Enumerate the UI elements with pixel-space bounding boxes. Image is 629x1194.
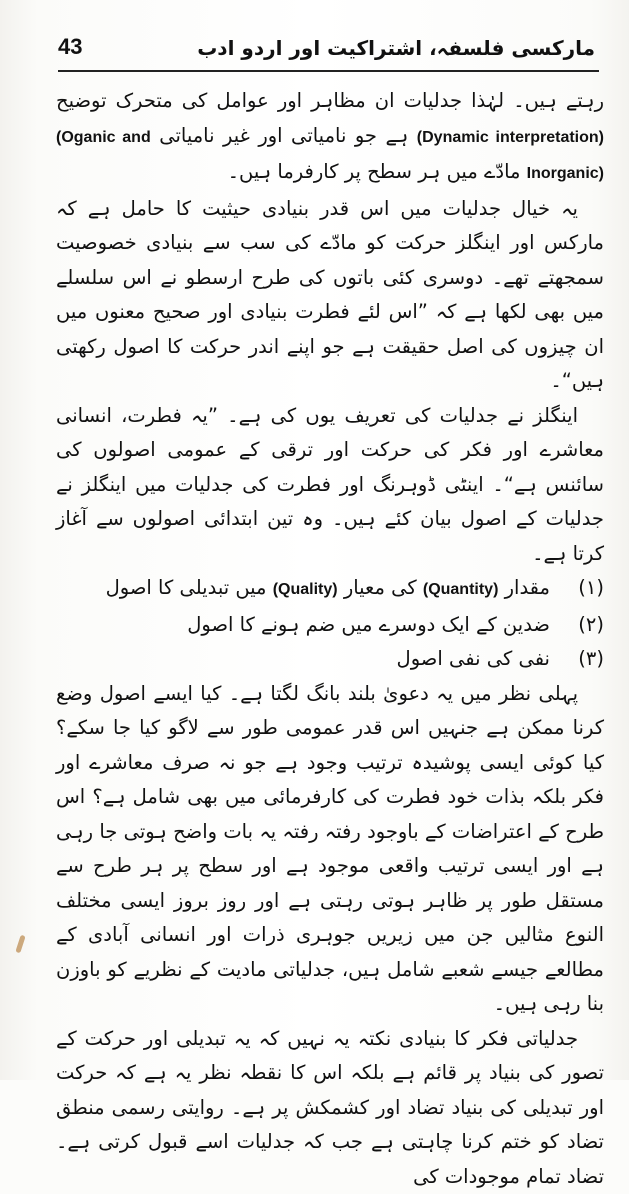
list-text-part-c: میں تبدیلی کا اصول: [106, 576, 267, 599]
term-quality: (Quality): [273, 581, 338, 598]
term-quantity: (Quantity): [423, 581, 499, 598]
paragraph-2: یہ خیال جدلیات میں اس قدر بنیادی حیثیت کا حامل ہے کہ مارکس اور اینگلز حرکت کو مادّے کی سب سے بنیادی خصوصیت سمجھتے تھے۔ دوسری کئی باتوں کی طرح ارسطو نے اس سلسلے میں بھی لکھا ہے کہ ”اس لئے فطرت بنیادی اور صحیح معنوں میں ان چیزوں کی اصل حقیقت ہے جو اپنے اندر حرکت کا اصول رکھتی ہیں“۔: [56, 192, 604, 399]
paragraph-1-part-b: ہے جو نامیاتی اور غیر نامیاتی: [159, 124, 408, 147]
paragraph-1-part-a: رہتے ہیں۔ لہٰذا جدلیات ان مظاہر اور عوامل کی متحرک توضیح: [56, 89, 604, 112]
paragraph-1: [56, 84, 604, 192]
list-text: ضدین کے ایک دوسرے میں ضم ہونے کا اصول: [187, 613, 550, 636]
list-item: [56, 571, 604, 608]
list-text-part-b: کی معیار: [344, 576, 417, 599]
paragraph-4: پہلی نظر میں یہ دعویٰ بلند بانگ لگتا ہے۔ کیا ایسے اصول وضع کرنا ممکن ہے جنہیں اس قدر عمومی طور سے لاگو کیا جا سکے؟ کیا کوئی ایسی پوشیدہ ترتیب وجود ہے جو نہ صرف معاشرے اور فکر بلکہ بذات خود فطرت کی کارفرمائی میں بھی شامل ہے؟ اس طرح کے اعتراضات کے باوجود رفتہ رفتہ یہ بات واضح ہوتی جا رہی ہے اور ایسی ترتیب واقعی موجود ہے اور سطح پر ہر طرح سے مستقل طور پر ظاہر ہوتی رہتی ہے اور روز بروز ایسی مختلف النوع مثالیں جن میں زیریں جوہری ذرات اور انسانی آبادی کے مطالعے جیسے شعبے شامل ہیں، جدلیاتی مادیت کے نظریے کو باوزن بنا رہی ہیں۔: [56, 677, 604, 1022]
list-number: (۲): [578, 608, 604, 643]
body-text: [56, 84, 604, 1194]
paragraph-1-part-c: مادّے میں ہر سطح پر کارفرما ہیں۔: [228, 160, 521, 183]
page-number: 43: [58, 34, 82, 60]
list-number: (۳): [578, 642, 604, 677]
running-title: مارکسی فلسفہ، اشتراکیت اور اردو ادب: [197, 36, 595, 60]
term-dynamic-interpretation: (Dynamic interpretation): [417, 129, 604, 146]
page-header: [58, 30, 599, 72]
list-item: [56, 608, 604, 643]
list-item: [56, 642, 604, 677]
principles-list: [56, 571, 604, 677]
term-organic-inorganic: (Oganic and Inorganic): [56, 129, 604, 183]
paragraph-3: اینگلز نے جدلیات کی تعریف یوں کی ہے۔ ”یہ فطرت، انسانی معاشرے اور فکر کی حرکت اور ترقی کے عمومی اصولوں کی سائنس ہے“۔ اینٹی ڈوہرنگ اور فطرت کی جدلیات میں اینگلز نے جدلیات کے اصول بیان کئے ہیں۔ وہ تین ابتدائی اصولوں سے آغاز کرتا ہے۔: [56, 399, 604, 572]
list-number: (۱): [578, 571, 604, 606]
list-text: نفی کی نفی اصول: [397, 647, 550, 670]
margin-smudge: [15, 935, 25, 954]
paragraph-5: جدلیاتی فکر کا بنیادی نکتہ یہ نہیں کہ یہ تبدیلی اور حرکت کے تصور کی بنیاد پر قائم ہے بلکہ اس کا نقطہ نظر یہ ہے کہ حرکت اور تبدیلی کی بنیاد تضاد اور کشمکش پر ہے۔ روایتی رسمی منطق تضاد کو ختم کرنا چاہتی ہے جب کہ جدلیات اسے قبول کرتی ہے۔ تضاد تمام موجودات کی: [56, 1022, 604, 1194]
list-text-part-a: مقدار: [505, 576, 550, 599]
